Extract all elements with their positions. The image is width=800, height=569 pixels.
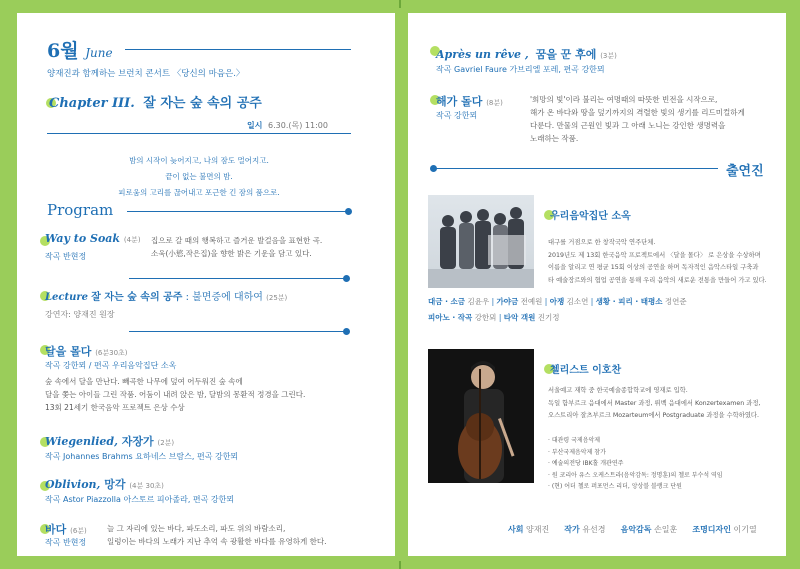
piece-description [151, 234, 322, 260]
staff-role: 작가 [564, 525, 580, 534]
date-line [247, 120, 328, 131]
chapter-rule [47, 133, 351, 134]
piece-title: Way to Soak [45, 232, 121, 245]
program-item-title [45, 343, 128, 359]
month-en: June [85, 46, 113, 60]
staff-name: 유선경 [582, 525, 606, 534]
career-item: 원 코리아 유스 오케스트라(음악감독: 정명훈)의 첼로 부수석 역임 [551, 471, 723, 479]
member-role: 생황 · 피리 · 태평소 [595, 297, 663, 306]
piece-description [45, 375, 305, 414]
desc-line: 소욱(小慾,작은집)을 향한 밝은 기운을 담고 있다. [151, 249, 312, 258]
piece-credit: 작곡 반현정 [45, 538, 87, 547]
piece-duration: (4분) [123, 236, 141, 244]
piece-credit: 작곡 Astor Piazzolla 아스토르 피아졸라, 편곡 강한뫼 [45, 495, 235, 504]
rule-end-dot [343, 275, 350, 282]
ensemble-members-line1: 대금 · 소금 김윤우 | 가야금 전예원 | 아쟁 김소연 | 생황 · 피리 · 태평소 정연준 [428, 297, 687, 306]
cellist-description [548, 385, 760, 423]
piece-credit: 작곡 강한뫼 / 편곡 우리음악집단 소옥 [45, 361, 177, 370]
program-rule [127, 211, 347, 212]
poem-line: 밤의 시작이 늦어지고, 나의 잠도 멀어지고. [129, 156, 269, 165]
piece-description [530, 93, 745, 145]
staff-role: 음악감독 [620, 525, 652, 534]
piece-credit: 작곡 강한뫼 [436, 111, 478, 120]
piece-title: 자장가 [121, 435, 154, 448]
member-role: 가야금 [496, 297, 519, 306]
ensemble-members-line2: 피아노 · 작곡 강한뫼 | 타악 객원 진기정 [428, 313, 560, 322]
divider [129, 331, 347, 332]
piece-description [107, 522, 326, 548]
crop-mark-bottom [399, 561, 401, 569]
career-item: 대관령 국제음악제 [551, 437, 601, 444]
piece-duration: (8분) [486, 99, 503, 107]
piece-duration: (6분) [70, 527, 87, 535]
list-item: · (현) 어더 첼로 퍼포먼스 리더, 앙상블 블랭크 단원 [548, 483, 682, 490]
rule-end-dot [345, 208, 352, 215]
cellist-name: 첼리스트 이호찬 [550, 365, 622, 376]
member-name: 전예원 [520, 297, 543, 306]
piece-duration: (6분30초) [95, 349, 128, 357]
desc-line: 서울예고 재학 중 한국예술종합학교에 영재로 입학. [548, 387, 688, 394]
piece-title-en: Oblivion, [45, 478, 101, 491]
concert-subtitle: 양재진과 함께하는 브런치 콘서트 〈당신의 마음은.〉 [47, 69, 245, 79]
member-name: 강한뫼 [474, 313, 497, 322]
piece-credit: 작곡 반현정 [45, 252, 87, 261]
poem-line: 피로움의 고리를 끊어내고 포근한 긴 잠의 품으로. [118, 188, 280, 197]
piece-duration: (2분) [157, 439, 175, 447]
desc-line: 해가 온 바다와 땅을 덮기까지의 격렬한 빛의 생기를 리드미컬하게 [530, 108, 745, 117]
desc-line: 달을 쫓는 아이들 그린 작품. 어둠이 내려 앉은 밤, 달밤의 몽환적 정경을 그린다. [45, 390, 306, 399]
desc-line: 대구를 거점으로 한 창작국악 연주단체. [548, 239, 656, 246]
member-name: 김소연 [566, 297, 589, 306]
performers-heading: 출연진 [726, 164, 764, 179]
desc-line: 늘 그 자리에 있는 바다, 파도소리, 파도 위의 바람소리, [107, 524, 286, 533]
list-item: · 부산국제음악제 참가 [548, 448, 606, 456]
desc-line: '희망의 빛'이라 불리는 여명때의 따뜻한 빈전을 시작으로, [530, 95, 718, 104]
staff-name: 양재진 [526, 525, 550, 534]
piece-title: 해가 돌다 [436, 95, 483, 108]
desc-line: 이름을 알리고 연 평균 15회 이상의 공연을 하며 독자적인 음악스타일 구축과 [548, 264, 759, 271]
date-value: 6.30.(목) 11:00 [268, 121, 328, 130]
member-role: 피아노 · 작곡 [428, 313, 473, 322]
member-name: 정연준 [664, 297, 687, 306]
program-item-title [45, 433, 174, 449]
piece-credit: 작곡 Gavriel Faure 가브리엘 포레, 편곡 강한뫼 [436, 65, 605, 74]
staff-name: 이기열 [733, 525, 757, 534]
staff-credits [508, 524, 757, 535]
list-item: · 예술의전당 IBK홀 개관연주 [548, 460, 624, 467]
program-item-title [45, 521, 87, 537]
member-role: 아쟁 [549, 297, 565, 306]
career-item: 부산국제음악제 참가 [551, 448, 606, 456]
list-item: · 대관령 국제음악제 [548, 437, 601, 444]
desc-line: 독일 함부르크 음대에서 Master 과정, 뤼벡 음대에서 Konzertexamen 과정, [548, 399, 761, 407]
member-name: 진기정 [537, 313, 560, 322]
program-item-title [436, 93, 503, 109]
rule-end-dot [343, 328, 350, 335]
piece-title-en: Après un rêve , [436, 48, 529, 61]
piece-title: 꿈을 꾼 후에 [535, 48, 597, 61]
piece-title: 망각 [104, 478, 126, 491]
cellist-photo-art [428, 349, 534, 483]
desc-line: 오스트리아 잘츠부르크 Mozarteum에서 Postgraduate 과정을 수학하였다. [548, 412, 759, 419]
desc-line: 다룬다. 만물의 근원인 빛과 그 아래 노니는 강인한 생명력을 [530, 121, 726, 130]
career-item: 예술의전당 IBK홀 개관연주 [551, 460, 624, 467]
program-item-title [436, 46, 617, 62]
right-page [408, 13, 786, 556]
title-rule [125, 49, 351, 50]
desc-line: 13회 21세기 한국음악 프로젝트 은상 수상 [45, 403, 185, 412]
program-item-title [45, 232, 141, 245]
ensemble-description [548, 237, 767, 287]
piece-title-en: Wiegenlied, [45, 435, 118, 448]
ensemble-photo-art [428, 195, 534, 288]
month-kr: 6월 [47, 40, 79, 62]
cellist-career-list [548, 435, 723, 493]
piece-subtitle: : 불면증에 대하여 [182, 292, 263, 303]
crop-mark-top [399, 0, 401, 8]
staff-name: 손일훈 [654, 525, 678, 534]
cellist-photo [428, 349, 534, 483]
program-item-title [45, 476, 164, 492]
ensemble-name: 우리음악집단 소옥 [550, 211, 631, 222]
poem-line: 끝이 없는 불면의 밤. [165, 172, 233, 181]
desc-line: 노래하는 작품. [530, 134, 579, 143]
member-role: 대금 · 소금 [428, 297, 466, 306]
chapter-label: Chapter III. [49, 96, 135, 111]
program-item-title [45, 288, 287, 303]
piece-duration: (25분) [266, 294, 288, 302]
lecturer: 강연자: 양재진 원장 [45, 310, 115, 319]
piece-title: 달을 몰다 [45, 345, 92, 358]
desc-line: 일렁이는 바다의 노래가 지난 추억 속 광활한 바다를 유영하게 한다. [107, 537, 327, 546]
piece-duration: (3분) [600, 52, 617, 60]
career-item: (현) 어더 첼로 퍼포먼스 리더, 앙상블 블랭크 단원 [551, 483, 682, 490]
date-label: 일시 [247, 121, 263, 130]
piece-title-en: Lecture [45, 292, 89, 303]
piece-duration: (4분 30초) [129, 482, 164, 490]
divider [129, 278, 347, 279]
desc-line: 숲 속에서 달을 만난다. 빼곡한 나무에 덮여 어두워진 숲 속에 [45, 377, 243, 386]
month-title [47, 36, 113, 63]
ensemble-photo [428, 195, 534, 288]
chapter-heading [49, 92, 262, 111]
performers-rule [432, 168, 718, 169]
chapter-title: 잘 자는 숲 속의 공주 [143, 96, 262, 111]
member-role: 타악 객원 [503, 313, 536, 322]
member-name: 김윤우 [467, 297, 490, 306]
piece-title: 바다 [45, 523, 67, 536]
staff-role: 조명디자인 [692, 525, 731, 534]
staff-role: 사회 [508, 525, 524, 534]
program-heading: Program [47, 201, 114, 219]
piece-title: 잘 자는 숲 속의 공주 [91, 292, 183, 303]
list-item: · 원 코리아 유스 오케스트라(음악감독: 정명훈)의 첼로 부수석 역임 [548, 471, 723, 479]
piece-credit: 작곡 Johannes Brahms 요하네스 브람스, 편곡 강한뫼 [45, 452, 239, 461]
poem [47, 153, 351, 201]
desc-line: 2019년도 제 13회 한국음악 프로젝트에서 〈달을 몰다〉 로 은상을 수상하며 [548, 251, 761, 259]
desc-line: 집으로 갈 때의 행복하고 즐거운 발걸음을 표현한 곡. [151, 236, 323, 245]
desc-line: 타 예술장르와의 협업 공연을 통해 우리 음악의 새로운 전통을 만들어 가고 있다. [548, 276, 767, 284]
left-page [17, 13, 395, 556]
